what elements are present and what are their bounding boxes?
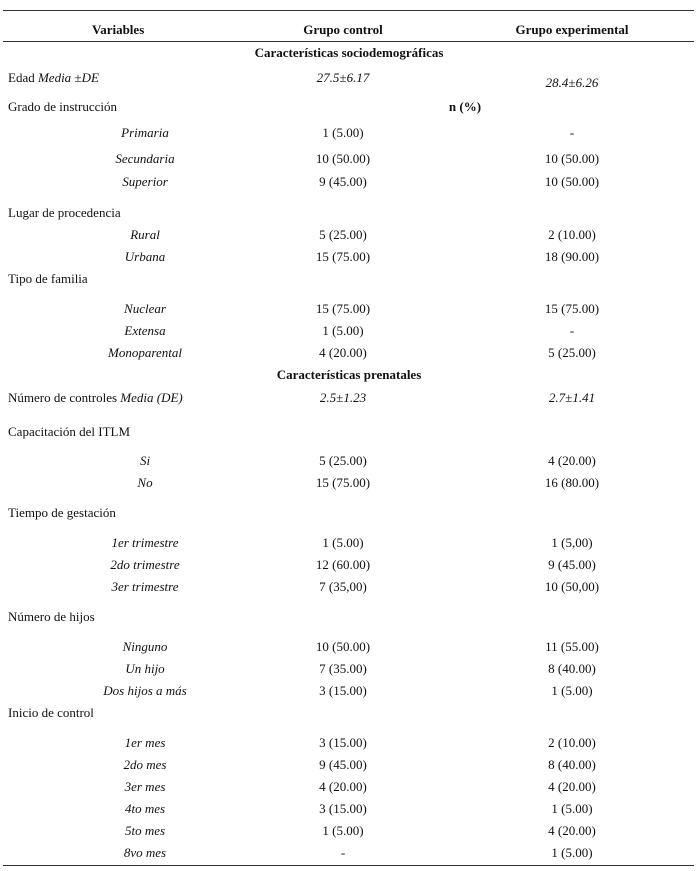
row-label: 8vo mes: [123, 845, 167, 860]
grado-row: [0, 98, 700, 116]
row-control-value: 3 (15.00): [319, 683, 367, 698]
row-experimental-value: 2 (10.00): [548, 227, 596, 242]
gestacion-label: Tiempo de gestación: [8, 505, 116, 520]
row-control-value: 15 (75.00): [315, 475, 371, 490]
row-experimental-value: 4 (20.00): [548, 453, 596, 468]
table-row: [0, 474, 700, 492]
row-control-value: 1 (5.00): [322, 125, 364, 140]
row-label: Monoparental: [108, 345, 182, 360]
table-row: [0, 800, 700, 818]
row-experimental-value: 5 (25.00): [548, 345, 596, 360]
section-prenatal: Características prenatales: [276, 367, 422, 382]
gestacion-row: [0, 504, 700, 522]
row-experimental-value: 15 (75.00): [544, 301, 600, 316]
table-row: [0, 638, 700, 656]
lugar-row: [0, 204, 700, 222]
row-control-value: 4 (20.00): [319, 779, 367, 794]
row-experimental-value: -: [569, 125, 575, 140]
unit-label: n (%): [448, 99, 482, 114]
familia-row: [0, 270, 700, 288]
table-row: [0, 226, 700, 244]
row-control-value: 1 (5.00): [322, 323, 364, 338]
row-experimental-value: 10 (50.00): [544, 151, 600, 166]
table-row: [0, 344, 700, 362]
row-control-value: 15 (75.00): [315, 301, 371, 316]
row-control-value: 15 (75.00): [315, 249, 371, 264]
row-label: Secundaria: [115, 151, 175, 166]
table-row: [0, 660, 700, 678]
inicio-label: Inicio de control: [8, 705, 94, 720]
row-label: 4to mes: [124, 801, 166, 816]
controles-label-text: Número de controles: [8, 390, 118, 405]
row-label: Dos hijos a más: [103, 683, 187, 698]
section-socio: Características sociodemográficas: [254, 45, 444, 60]
row-experimental-value: 4 (20.00): [548, 823, 596, 838]
edad-experimental: 28.4±6.26: [545, 75, 599, 90]
controles-experimental: 2.7±1.41: [548, 390, 596, 405]
row-experimental-value: 16 (80.00): [544, 475, 600, 490]
capacitacion-row: [0, 423, 700, 441]
row-label: 1er mes: [124, 735, 166, 750]
row-experimental-value: 1 (5.00): [551, 845, 593, 860]
grado-label: Grado de instrucción: [8, 99, 118, 114]
edad-label: [8, 69, 99, 87]
row-control-value: 12 (60.00): [315, 557, 371, 572]
row-label: Rural: [130, 227, 160, 242]
row-control-value: 7 (35.00): [319, 661, 367, 676]
header-experimental: Grupo experimental: [515, 22, 629, 37]
row-label: 5to mes: [124, 823, 166, 838]
top-rule: [3, 10, 694, 11]
row-experimental-value: 10 (50,00): [544, 579, 600, 594]
row-control-value: 10 (50.00): [315, 151, 371, 166]
bottom-rule: [3, 865, 694, 866]
table-row: [0, 150, 700, 168]
familia-label: Tipo de familia: [8, 271, 88, 286]
section-row: [0, 44, 700, 62]
controles-control: 2.5±1.23: [319, 390, 367, 405]
inicio-row: [0, 704, 700, 722]
row-experimental-value: 11 (55.00): [545, 639, 599, 654]
header-row: [0, 21, 700, 39]
row-experimental-value: 2 (10.00): [548, 735, 596, 750]
row-experimental-value: 18 (90.00): [544, 249, 600, 264]
row-experimental-value: 4 (20.00): [548, 779, 596, 794]
row-control-value: 5 (25.00): [319, 227, 367, 242]
row-experimental-value: 1 (5,00): [551, 535, 593, 550]
row-control-value: 3 (15.00): [319, 735, 367, 750]
table-row: [0, 248, 700, 266]
table-row: [0, 578, 700, 596]
row-label: Urbana: [124, 249, 166, 264]
row-control-value: 9 (45.00): [319, 757, 367, 772]
table-row: [0, 822, 700, 840]
table-row: [0, 322, 700, 340]
capacitacion-label: Capacitación del ITLM: [8, 424, 131, 439]
row-label: Primaria: [121, 125, 169, 140]
row-label: Nuclear: [124, 301, 166, 316]
row-label: Superior: [122, 174, 168, 189]
table-row: [0, 300, 700, 318]
header-rule: [3, 41, 694, 42]
header-control: Grupo control: [303, 22, 383, 37]
table-row: [0, 734, 700, 752]
table-row: [0, 756, 700, 774]
table-row: [0, 173, 700, 191]
header-variables: Variables: [92, 22, 145, 37]
lugar-label: Lugar de procedencia: [8, 205, 121, 220]
row-label: No: [137, 475, 153, 490]
row-experimental-value: 10 (50.00): [544, 174, 600, 189]
table-row: [0, 556, 700, 574]
row-label: Ninguno: [122, 639, 168, 654]
table-row: [0, 124, 700, 142]
row-control-value: 1 (5.00): [322, 535, 364, 550]
row-control-value: 4 (20.00): [319, 345, 367, 360]
edad-row: [0, 69, 700, 90]
table-row: [0, 778, 700, 796]
row-experimental-value: 1 (5.00): [551, 683, 593, 698]
hijos-label: Número de hijos: [8, 609, 95, 624]
row-control-value: 7 (35,00): [319, 579, 367, 594]
row-label: 2do trimestre: [110, 557, 180, 572]
table-row: [0, 682, 700, 700]
row-control-value: 10 (50.00): [315, 639, 371, 654]
row-label: 1er trimestre: [111, 535, 179, 550]
row-experimental-value: 8 (40.00): [548, 661, 596, 676]
edad-control: 27.5±6.17: [316, 70, 370, 85]
row-control-value: 1 (5.00): [322, 823, 364, 838]
row-control-value: 5 (25.00): [319, 453, 367, 468]
controles-label-stat: Media (DE): [120, 390, 183, 405]
edad-label-text: Edad: [8, 70, 35, 85]
row-control-value: 9 (45.00): [319, 174, 367, 189]
row-experimental-value: 9 (45.00): [548, 557, 596, 572]
row-control-value: -: [340, 845, 346, 860]
row-experimental-value: 8 (40.00): [548, 757, 596, 772]
edad-label-stat: Media ±DE: [37, 70, 99, 85]
controles-row: [0, 389, 700, 407]
table-row: [0, 534, 700, 552]
row-label: 3er mes: [124, 779, 166, 794]
section-row: [0, 366, 700, 384]
row-label: Extensa: [124, 323, 166, 338]
hijos-row: [0, 608, 700, 626]
row-label: Un hijo: [125, 661, 165, 676]
row-label: Si: [139, 453, 151, 468]
table-row: [0, 452, 700, 470]
row-experimental-value: -: [569, 323, 575, 338]
table-row: [0, 844, 700, 862]
row-label: 3er trimestre: [111, 579, 179, 594]
row-control-value: 3 (15.00): [319, 801, 367, 816]
row-experimental-value: 1 (5.00): [551, 801, 593, 816]
controles-label: [8, 389, 183, 407]
row-label: 2do mes: [123, 757, 167, 772]
